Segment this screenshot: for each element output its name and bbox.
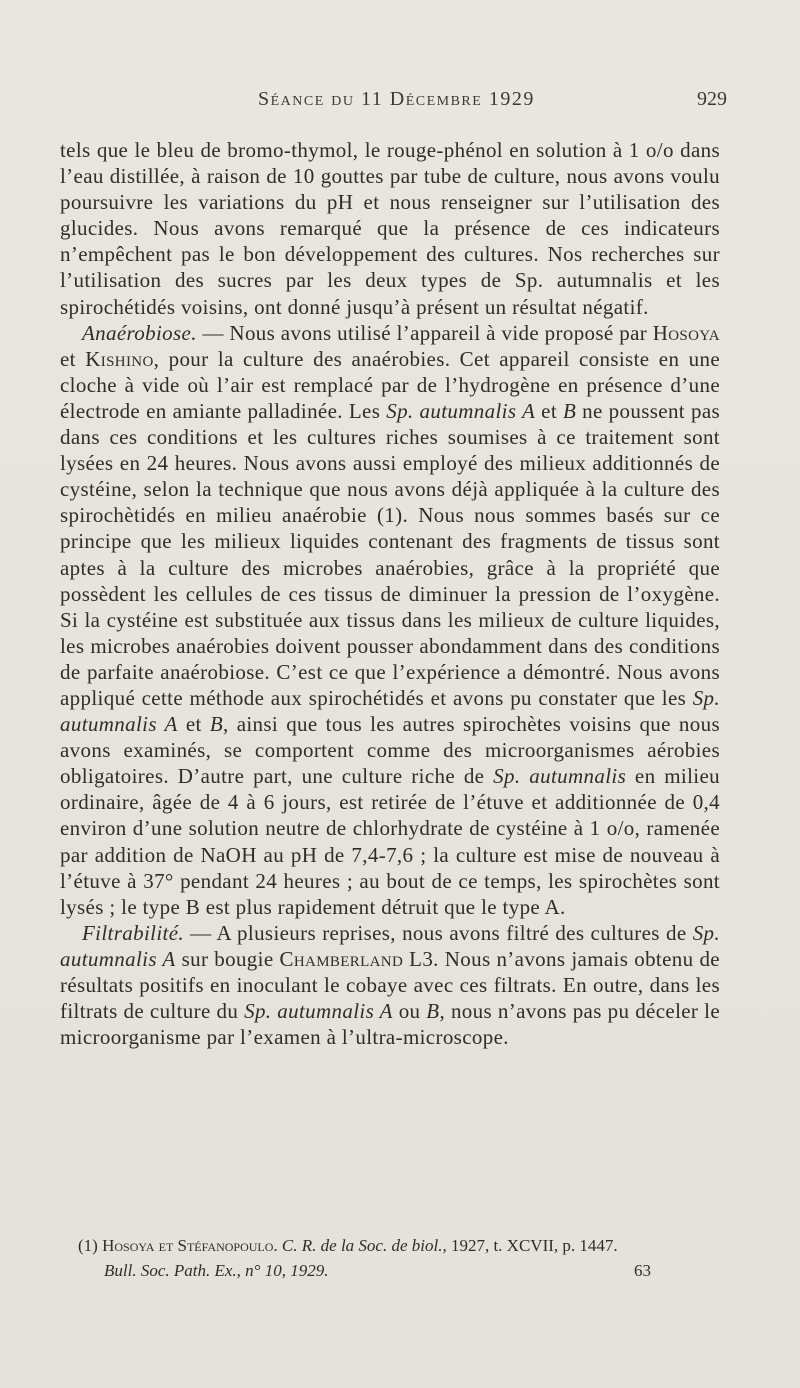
bulletin-signature: Bull. Soc. Path. Ex., n° 10, 1929. bbox=[104, 1261, 329, 1280]
footnote-journal: C. R. de la Soc. de biol., bbox=[277, 1236, 447, 1255]
running-title: Séance du 11 Décembre 1929 bbox=[258, 88, 535, 110]
species-name: Sp. autumnalis A bbox=[386, 398, 536, 423]
page-number: 929 bbox=[697, 88, 727, 110]
footnote-authors: Hosoya et Stéfanopoulo. bbox=[102, 1236, 278, 1255]
paragraph-glucides: tels que le bleu de bromo-thymol, le rouge-phénol en solution à 1 o/o dans l’eau distillée, à raison de 10 gouttes par tube de culture, nous avons voulu poursuivre les variations du pH et nous renseigner sur l’utilisation des glucides. Nous avons remarqué que la présence de ces indicateurs n’empêchent pas le bon développement des cultures. Nos recherches sur l’utilisation des sucres par les deux types de Sp. autumnalis et les spirochétidés voisins, ont donné jusqu’à présent un résultat négatif. bbox=[60, 138, 720, 319]
section-heading-anaerobiose: Anaérobiose. bbox=[82, 320, 197, 345]
species-type: B bbox=[209, 712, 223, 737]
species-name: Sp. autumnalis A bbox=[244, 999, 393, 1024]
footnote-reference: (1) Hosoya et Stéfanopoulo. C. R. de la Soc. de biol., 1927, t. XCVII, p. 1447. bbox=[78, 1236, 618, 1255]
paragraph-anaerobiose: Anaérobiose. — Nous avons utilisé l’appareil à vide proposé par Hosoya et Kishino, pour la culture des anaérobies. Cet appareil consiste en une cloche à vide où l’air est remplacé par de l’hydrogène en présence d’une électrode en amiante palladinée. Les Sp. autumnalis A et B ne poussent pas dans ces conditions et les cultures riches soumises à ce traitement sont lysées en 24 heures. Nous avons aussi employé des milieux additionnés de cystéine, selon la technique que nous avons déjà appliquée à la culture des spirochètidés en milieu anaérobie (1). Nous nous sommes basés sur ce principe que les milieux liquides contenant des fragments de tissus sont aptes à la culture des microbes anaérobies, grâce à la propriété que possèdent les cellules de ces tissus de diminuer la pression de l’oxygène. Si la cystéine est substituée aux tissus dans les milieux de culture liquides, les microbes anaérobies doivent pousser abondamment dans des conditions de parfaite anaérobiose. C’est ce que l’expérience a démontré. Nous avons appliqué cette méthode aux spirochétidés et avons pu constater que les Sp. autumnalis A et B, ainsi que tous les autres spirochètes voisins que nous avons examinés, se comportent comme des microorganismes aérobies obligatoires. D’autre part, une culture riche de Sp. autumnalis en milieu ordinaire, âgée de 4 à 6 jours, est retirée de l’étuve et additionnée de 0,4 environ d’une solution neutre de chlorhydrate de cystéine à 1 o/o, ramenée par addition de NaOH au pH de 7,4-7,6 ; la culture est mise de nouveau à l’étuve à 37° pendant 24 heures ; au bout de ce temps, les spirochètes sont lysés ; le type B est plus rapidement détruit que le type A. bbox=[60, 320, 721, 919]
author-name: Chamberland bbox=[279, 946, 404, 971]
paragraph-filtrabilite: Filtrabilité. — A plusieurs reprises, nous avons filtré des cultures de Sp. autumnalis A sur bougie Chamberland L3. Nous n’avons jamais obtenu de résultats positifs en inoculant le cobaye avec ces filtrats. En outre, dans les filtrats de culture du Sp. autumnalis A ou B, nous n’avons pas pu déceler le microorganisme par l’examen à l’ultra-microscope. bbox=[60, 920, 721, 1050]
author-name: Hosoya bbox=[652, 320, 720, 345]
species-type: B bbox=[426, 999, 440, 1024]
author-name: Kishino bbox=[85, 346, 154, 371]
signature-number: 63 bbox=[634, 1261, 651, 1280]
running-header bbox=[0, 88, 800, 118]
species-name: Sp. autumnalis bbox=[493, 764, 627, 789]
species-type: B bbox=[563, 398, 577, 423]
footnote bbox=[78, 1233, 738, 1283]
species-name: Sp. autumnalis A bbox=[60, 920, 720, 971]
body-text bbox=[60, 137, 720, 1050]
section-heading-filtrabilite: Filtrabilité. bbox=[82, 920, 184, 945]
signature-line bbox=[78, 1258, 738, 1283]
species-name: Sp. autumnalis A bbox=[60, 685, 720, 737]
